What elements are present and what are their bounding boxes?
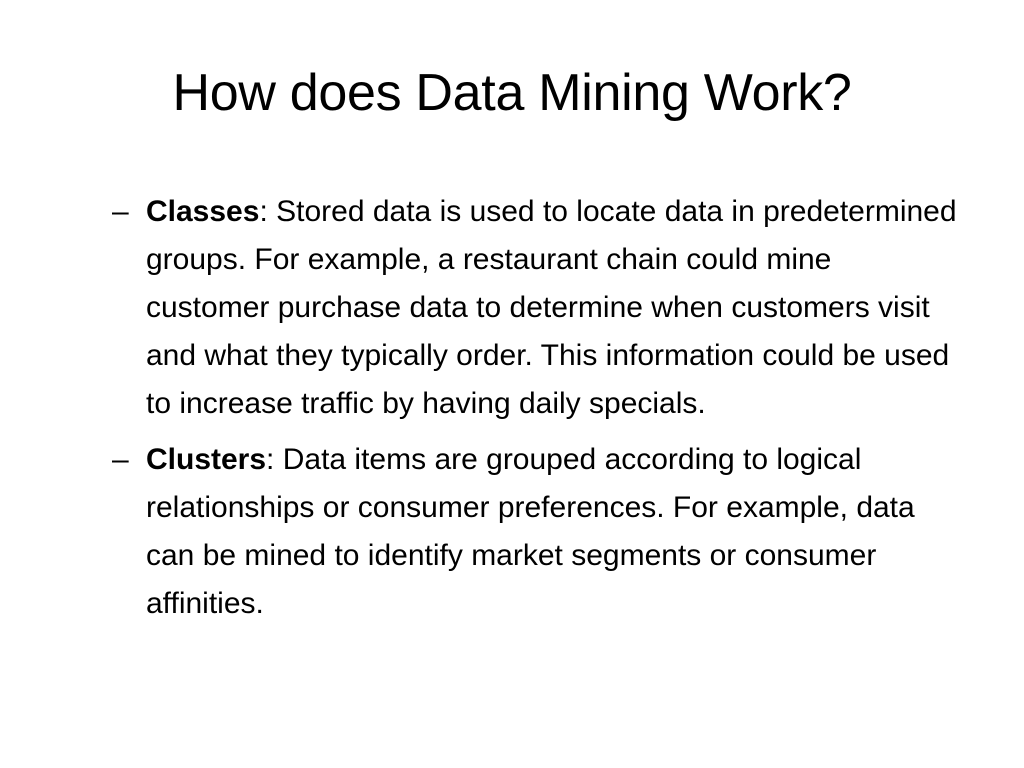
bullet-dash: – (112, 443, 129, 476)
bullet-text: Stored data is used to locate data in predetermined groups. For example, a restaurant chain could mine customer purchase data to determine when customers visit and what they typically order. This information could be used to increase traffic by having daily specials. (146, 195, 957, 420)
bullet-term: Clusters (146, 443, 267, 476)
bullet-list (112, 188, 962, 636)
bullet-separator: : (259, 195, 268, 228)
bullet-separator: : (266, 443, 275, 476)
bullet-item-clusters (112, 436, 962, 628)
bullet-item-classes (112, 188, 962, 428)
bullet-text: Data items are grouped according to logical relationships or consumer preferences. For example, data can be mined to identify market segments or consumer affinities. (146, 443, 915, 620)
bullet-dash: – (112, 195, 129, 228)
bullet-term: Classes (146, 195, 260, 228)
slide-title: How does Data Mining Work? (172, 64, 852, 122)
